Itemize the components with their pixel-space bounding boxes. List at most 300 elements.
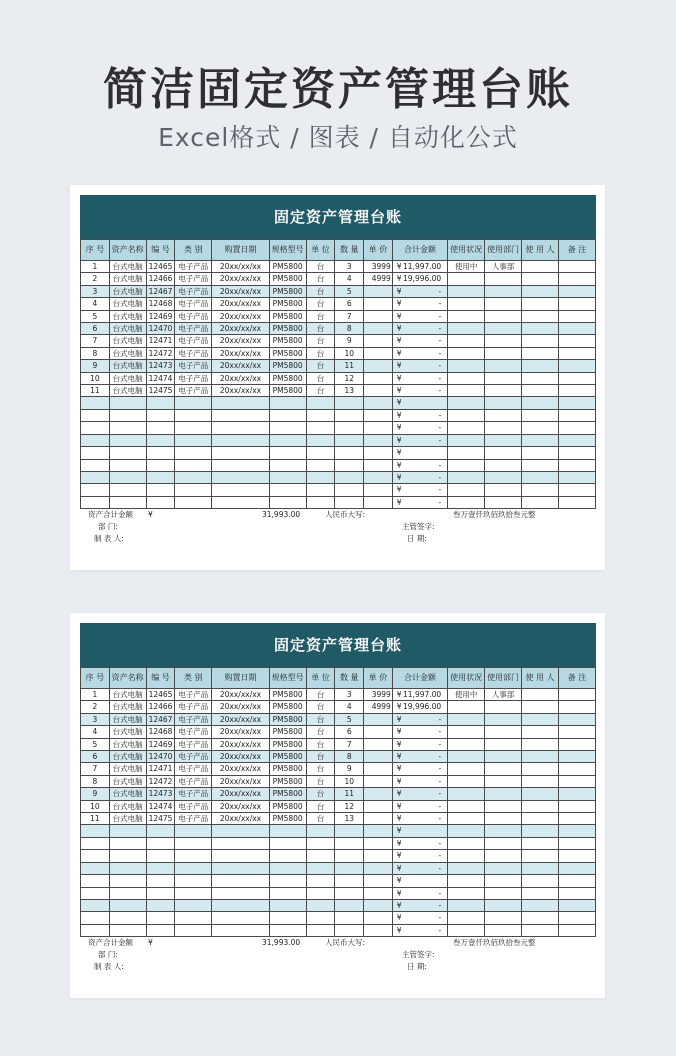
cell-note[interactable] xyxy=(558,347,595,359)
cell-asset-name[interactable]: 台式电脑 xyxy=(109,323,146,335)
cell-user[interactable] xyxy=(522,360,559,372)
cell-note[interactable] xyxy=(558,360,595,372)
cell-purchase-date[interactable] xyxy=(212,459,269,471)
cell-note[interactable] xyxy=(558,273,595,285)
cell-spec[interactable] xyxy=(269,434,306,446)
cell-unit-price[interactable] xyxy=(364,323,393,335)
cell-unit-price[interactable] xyxy=(364,496,393,508)
cell-unit[interactable]: 台 xyxy=(306,323,335,335)
cell-category[interactable]: 电子产品 xyxy=(175,360,212,372)
cell-quantity[interactable]: 6 xyxy=(335,726,364,738)
cell-no[interactable]: 9 xyxy=(81,788,110,800)
cell-unit[interactable]: 台 xyxy=(306,751,335,763)
cell-purchase-date[interactable] xyxy=(212,924,269,936)
cell-code[interactable]: 12465 xyxy=(146,689,175,701)
cell-department[interactable] xyxy=(485,397,522,409)
cell-asset-name[interactable] xyxy=(109,825,146,837)
cell-user[interactable] xyxy=(522,899,559,911)
cell-spec[interactable] xyxy=(269,875,306,887)
cell-unit-price[interactable] xyxy=(364,397,393,409)
cell-department[interactable] xyxy=(485,862,522,874)
cell-user[interactable] xyxy=(522,484,559,496)
cell-department[interactable] xyxy=(485,422,522,434)
cell-note[interactable] xyxy=(558,788,595,800)
cell-unit[interactable]: 台 xyxy=(306,310,335,322)
cell-note[interactable] xyxy=(558,689,595,701)
cell-note[interactable] xyxy=(558,385,595,397)
cell-category[interactable] xyxy=(175,434,212,446)
cell-code[interactable]: 12473 xyxy=(146,788,175,800)
cell-category[interactable]: 电子产品 xyxy=(175,813,212,825)
cell-note[interactable] xyxy=(558,850,595,862)
cell-unit-price[interactable] xyxy=(364,434,393,446)
cell-user[interactable] xyxy=(522,434,559,446)
cell-user[interactable] xyxy=(522,385,559,397)
cell-spec[interactable] xyxy=(269,471,306,483)
cell-purchase-date[interactable] xyxy=(212,850,269,862)
cell-category[interactable]: 电子产品 xyxy=(175,335,212,347)
cell-asset-name[interactable] xyxy=(109,875,146,887)
cell-code[interactable] xyxy=(146,459,175,471)
cell-code[interactable] xyxy=(146,484,175,496)
cell-status[interactable] xyxy=(448,862,485,874)
cell-spec[interactable]: PM5800 xyxy=(269,372,306,384)
cell-asset-name[interactable]: 台式电脑 xyxy=(109,800,146,812)
cell-asset-name[interactable]: 台式电脑 xyxy=(109,335,146,347)
cell-unit-price[interactable] xyxy=(364,862,393,874)
cell-unit[interactable] xyxy=(306,471,335,483)
cell-unit-price[interactable] xyxy=(364,899,393,911)
cell-code[interactable]: 12468 xyxy=(146,298,175,310)
cell-user[interactable] xyxy=(522,372,559,384)
cell-total-amount[interactable] xyxy=(392,775,447,787)
cell-user[interactable] xyxy=(522,701,559,713)
cell-code[interactable] xyxy=(146,825,175,837)
cell-asset-name[interactable]: 台式电脑 xyxy=(109,310,146,322)
cell-department[interactable] xyxy=(485,310,522,322)
cell-code[interactable]: 12475 xyxy=(146,813,175,825)
cell-user[interactable] xyxy=(522,335,559,347)
cell-quantity[interactable]: 6 xyxy=(335,298,364,310)
cell-category[interactable] xyxy=(175,912,212,924)
cell-quantity[interactable]: 5 xyxy=(335,713,364,725)
cell-unit[interactable] xyxy=(306,434,335,446)
cell-total-amount[interactable] xyxy=(392,738,447,750)
cell-department[interactable] xyxy=(485,726,522,738)
cell-asset-name[interactable]: 台式电脑 xyxy=(109,360,146,372)
cell-spec[interactable]: PM5800 xyxy=(269,335,306,347)
cell-quantity[interactable]: 7 xyxy=(335,310,364,322)
cell-note[interactable] xyxy=(558,775,595,787)
cell-note[interactable] xyxy=(558,409,595,421)
cell-category[interactable]: 电子产品 xyxy=(175,713,212,725)
cell-status[interactable] xyxy=(448,285,485,297)
cell-asset-name[interactable]: 台式电脑 xyxy=(109,347,146,359)
cell-quantity[interactable] xyxy=(335,434,364,446)
cell-spec[interactable] xyxy=(269,397,306,409)
cell-note[interactable] xyxy=(558,310,595,322)
cell-purchase-date[interactable]: 20xx/xx/xx xyxy=(212,360,269,372)
cell-user[interactable] xyxy=(522,422,559,434)
cell-spec[interactable] xyxy=(269,825,306,837)
cell-spec[interactable] xyxy=(269,422,306,434)
cell-note[interactable] xyxy=(558,484,595,496)
cell-category[interactable]: 电子产品 xyxy=(175,273,212,285)
cell-department[interactable] xyxy=(485,788,522,800)
cell-code[interactable] xyxy=(146,422,175,434)
cell-purchase-date[interactable] xyxy=(212,409,269,421)
cell-status[interactable] xyxy=(448,360,485,372)
cell-unit-price[interactable] xyxy=(364,875,393,887)
cell-note[interactable] xyxy=(558,447,595,459)
cell-unit-price[interactable] xyxy=(364,726,393,738)
cell-unit-price[interactable] xyxy=(364,924,393,936)
cell-total-amount[interactable] xyxy=(392,713,447,725)
cell-unit[interactable]: 台 xyxy=(306,763,335,775)
cell-note[interactable] xyxy=(558,726,595,738)
cell-spec[interactable]: PM5800 xyxy=(269,788,306,800)
cell-unit-price[interactable] xyxy=(364,484,393,496)
cell-total-amount[interactable] xyxy=(392,837,447,849)
cell-unit[interactable]: 台 xyxy=(306,726,335,738)
cell-asset-name[interactable]: 台式电脑 xyxy=(109,273,146,285)
cell-quantity[interactable]: 12 xyxy=(335,800,364,812)
cell-no[interactable] xyxy=(81,409,110,421)
cell-note[interactable] xyxy=(558,899,595,911)
cell-total-amount[interactable] xyxy=(392,862,447,874)
cell-status[interactable] xyxy=(448,323,485,335)
cell-purchase-date[interactable]: 20xx/xx/xx xyxy=(212,347,269,359)
cell-department[interactable] xyxy=(485,409,522,421)
cell-total-amount[interactable] xyxy=(392,434,447,446)
cell-asset-name[interactable]: 台式电脑 xyxy=(109,372,146,384)
cell-user[interactable] xyxy=(522,800,559,812)
cell-note[interactable] xyxy=(558,837,595,849)
cell-asset-name[interactable]: 台式电脑 xyxy=(109,788,146,800)
cell-quantity[interactable] xyxy=(335,484,364,496)
cell-total-amount[interactable] xyxy=(392,726,447,738)
cell-unit[interactable]: 台 xyxy=(306,261,335,273)
cell-status[interactable] xyxy=(448,912,485,924)
cell-unit[interactable] xyxy=(306,447,335,459)
cell-no[interactable] xyxy=(81,459,110,471)
cell-department[interactable] xyxy=(485,434,522,446)
cell-user[interactable] xyxy=(522,775,559,787)
cell-code[interactable]: 12465 xyxy=(146,261,175,273)
cell-spec[interactable]: PM5800 xyxy=(269,323,306,335)
cell-spec[interactable] xyxy=(269,459,306,471)
cell-asset-name[interactable] xyxy=(109,912,146,924)
cell-category[interactable]: 电子产品 xyxy=(175,261,212,273)
cell-quantity[interactable] xyxy=(335,837,364,849)
cell-total-amount[interactable] xyxy=(392,335,447,347)
cell-spec[interactable] xyxy=(269,912,306,924)
cell-purchase-date[interactable] xyxy=(212,875,269,887)
cell-unit-price[interactable] xyxy=(364,850,393,862)
cell-status[interactable] xyxy=(448,310,485,322)
cell-no[interactable]: 5 xyxy=(81,310,110,322)
cell-spec[interactable] xyxy=(269,447,306,459)
cell-note[interactable] xyxy=(558,323,595,335)
cell-department[interactable] xyxy=(485,298,522,310)
cell-quantity[interactable]: 10 xyxy=(335,347,364,359)
cell-quantity[interactable] xyxy=(335,924,364,936)
cell-user[interactable] xyxy=(522,924,559,936)
cell-spec[interactable] xyxy=(269,496,306,508)
cell-user[interactable] xyxy=(522,751,559,763)
cell-category[interactable] xyxy=(175,887,212,899)
cell-status[interactable] xyxy=(448,763,485,775)
cell-asset-name[interactable]: 台式电脑 xyxy=(109,813,146,825)
cell-spec[interactable] xyxy=(269,887,306,899)
cell-user[interactable] xyxy=(522,409,559,421)
cell-spec[interactable]: PM5800 xyxy=(269,385,306,397)
cell-unit-price[interactable] xyxy=(364,459,393,471)
cell-asset-name[interactable]: 台式电脑 xyxy=(109,261,146,273)
cell-unit[interactable]: 台 xyxy=(306,788,335,800)
cell-category[interactable] xyxy=(175,409,212,421)
cell-asset-name[interactable] xyxy=(109,447,146,459)
cell-unit[interactable] xyxy=(306,899,335,911)
cell-no[interactable]: 8 xyxy=(81,775,110,787)
cell-unit[interactable]: 台 xyxy=(306,273,335,285)
cell-total-amount[interactable] xyxy=(392,422,447,434)
cell-purchase-date[interactable]: 20xx/xx/xx xyxy=(212,726,269,738)
cell-unit-price[interactable] xyxy=(364,298,393,310)
cell-code[interactable]: 12466 xyxy=(146,701,175,713)
cell-purchase-date[interactable] xyxy=(212,447,269,459)
cell-unit[interactable] xyxy=(306,409,335,421)
cell-quantity[interactable]: 11 xyxy=(335,788,364,800)
cell-no[interactable]: 11 xyxy=(81,813,110,825)
cell-unit-price[interactable] xyxy=(364,335,393,347)
cell-quantity[interactable] xyxy=(335,850,364,862)
cell-asset-name[interactable]: 台式电脑 xyxy=(109,763,146,775)
cell-status[interactable] xyxy=(448,775,485,787)
cell-unit-price[interactable] xyxy=(364,409,393,421)
cell-purchase-date[interactable] xyxy=(212,484,269,496)
cell-category[interactable]: 电子产品 xyxy=(175,788,212,800)
cell-quantity[interactable] xyxy=(335,887,364,899)
cell-unit[interactable]: 台 xyxy=(306,385,335,397)
cell-total-amount[interactable] xyxy=(392,385,447,397)
cell-unit[interactable]: 台 xyxy=(306,775,335,787)
cell-user[interactable] xyxy=(522,763,559,775)
cell-asset-name[interactable] xyxy=(109,496,146,508)
cell-no[interactable] xyxy=(81,422,110,434)
cell-category[interactable]: 电子产品 xyxy=(175,310,212,322)
cell-quantity[interactable] xyxy=(335,862,364,874)
cell-department[interactable] xyxy=(485,459,522,471)
cell-no[interactable]: 5 xyxy=(81,738,110,750)
cell-quantity[interactable]: 13 xyxy=(335,813,364,825)
cell-unit[interactable] xyxy=(306,496,335,508)
cell-status[interactable] xyxy=(448,825,485,837)
cell-asset-name[interactable]: 台式电脑 xyxy=(109,385,146,397)
cell-user[interactable] xyxy=(522,887,559,899)
cell-purchase-date[interactable] xyxy=(212,887,269,899)
cell-department[interactable] xyxy=(485,899,522,911)
cell-purchase-date[interactable]: 20xx/xx/xx xyxy=(212,261,269,273)
cell-code[interactable]: 12475 xyxy=(146,385,175,397)
cell-total-amount[interactable] xyxy=(392,875,447,887)
cell-unit[interactable] xyxy=(306,887,335,899)
cell-code[interactable] xyxy=(146,434,175,446)
cell-code[interactable] xyxy=(146,924,175,936)
cell-code[interactable]: 12472 xyxy=(146,775,175,787)
cell-department[interactable] xyxy=(485,471,522,483)
cell-unit-price[interactable] xyxy=(364,310,393,322)
cell-asset-name[interactable] xyxy=(109,850,146,862)
cell-unit-price[interactable] xyxy=(364,713,393,725)
cell-user[interactable] xyxy=(522,397,559,409)
cell-total-amount[interactable] xyxy=(392,751,447,763)
cell-total-amount[interactable] xyxy=(392,409,447,421)
cell-department[interactable] xyxy=(485,800,522,812)
cell-spec[interactable]: PM5800 xyxy=(269,298,306,310)
cell-no[interactable]: 6 xyxy=(81,323,110,335)
cell-quantity[interactable] xyxy=(335,422,364,434)
cell-unit[interactable] xyxy=(306,825,335,837)
cell-code[interactable] xyxy=(146,850,175,862)
cell-status[interactable] xyxy=(448,726,485,738)
cell-code[interactable]: 12474 xyxy=(146,372,175,384)
cell-no[interactable] xyxy=(81,825,110,837)
cell-category[interactable] xyxy=(175,862,212,874)
cell-spec[interactable]: PM5800 xyxy=(269,360,306,372)
cell-quantity[interactable] xyxy=(335,459,364,471)
cell-user[interactable] xyxy=(522,447,559,459)
cell-spec[interactable]: PM5800 xyxy=(269,775,306,787)
cell-category[interactable] xyxy=(175,850,212,862)
cell-unit-price[interactable] xyxy=(364,837,393,849)
cell-status[interactable] xyxy=(448,397,485,409)
cell-quantity[interactable] xyxy=(335,875,364,887)
cell-code[interactable] xyxy=(146,409,175,421)
cell-purchase-date[interactable]: 20xx/xx/xx xyxy=(212,335,269,347)
cell-asset-name[interactable] xyxy=(109,862,146,874)
cell-no[interactable]: 1 xyxy=(81,261,110,273)
cell-unit[interactable] xyxy=(306,924,335,936)
cell-code[interactable] xyxy=(146,875,175,887)
cell-total-amount[interactable] xyxy=(392,372,447,384)
cell-purchase-date[interactable]: 20xx/xx/xx xyxy=(212,273,269,285)
cell-purchase-date[interactable]: 20xx/xx/xx xyxy=(212,298,269,310)
cell-department[interactable] xyxy=(485,385,522,397)
cell-purchase-date[interactable] xyxy=(212,422,269,434)
cell-total-amount[interactable] xyxy=(392,689,447,701)
cell-spec[interactable]: PM5800 xyxy=(269,738,306,750)
cell-unit[interactable]: 台 xyxy=(306,738,335,750)
cell-department[interactable] xyxy=(485,447,522,459)
cell-no[interactable] xyxy=(81,912,110,924)
cell-unit[interactable]: 台 xyxy=(306,285,335,297)
cell-user[interactable] xyxy=(522,813,559,825)
cell-user[interactable] xyxy=(522,347,559,359)
cell-purchase-date[interactable]: 20xx/xx/xx xyxy=(212,775,269,787)
cell-code[interactable]: 12469 xyxy=(146,310,175,322)
cell-purchase-date[interactable]: 20xx/xx/xx xyxy=(212,701,269,713)
cell-no[interactable] xyxy=(81,924,110,936)
cell-unit[interactable]: 台 xyxy=(306,360,335,372)
cell-no[interactable] xyxy=(81,899,110,911)
cell-spec[interactable]: PM5800 xyxy=(269,689,306,701)
cell-purchase-date[interactable] xyxy=(212,825,269,837)
cell-total-amount[interactable] xyxy=(392,924,447,936)
cell-user[interactable] xyxy=(522,261,559,273)
cell-status[interactable] xyxy=(448,850,485,862)
cell-no[interactable]: 3 xyxy=(81,713,110,725)
cell-code[interactable]: 12469 xyxy=(146,738,175,750)
cell-total-amount[interactable] xyxy=(392,800,447,812)
cell-asset-name[interactable]: 台式电脑 xyxy=(109,689,146,701)
cell-quantity[interactable]: 3 xyxy=(335,261,364,273)
cell-no[interactable]: 11 xyxy=(81,385,110,397)
cell-status[interactable] xyxy=(448,471,485,483)
cell-no[interactable] xyxy=(81,875,110,887)
cell-unit-price[interactable] xyxy=(364,385,393,397)
cell-category[interactable]: 电子产品 xyxy=(175,385,212,397)
cell-code[interactable] xyxy=(146,912,175,924)
cell-quantity[interactable]: 12 xyxy=(335,372,364,384)
cell-status[interactable] xyxy=(448,813,485,825)
cell-quantity[interactable]: 4 xyxy=(335,701,364,713)
cell-status[interactable] xyxy=(448,738,485,750)
cell-category[interactable] xyxy=(175,397,212,409)
cell-spec[interactable]: PM5800 xyxy=(269,751,306,763)
cell-quantity[interactable]: 13 xyxy=(335,385,364,397)
cell-no[interactable] xyxy=(81,496,110,508)
cell-note[interactable] xyxy=(558,335,595,347)
cell-department[interactable] xyxy=(485,763,522,775)
cell-category[interactable] xyxy=(175,484,212,496)
cell-spec[interactable] xyxy=(269,850,306,862)
cell-total-amount[interactable] xyxy=(392,887,447,899)
cell-unit-price[interactable]: 3999 xyxy=(364,689,393,701)
cell-department[interactable] xyxy=(485,813,522,825)
cell-category[interactable] xyxy=(175,447,212,459)
cell-department[interactable] xyxy=(485,372,522,384)
cell-no[interactable]: 4 xyxy=(81,726,110,738)
cell-unit[interactable]: 台 xyxy=(306,813,335,825)
cell-user[interactable] xyxy=(522,285,559,297)
cell-note[interactable] xyxy=(558,261,595,273)
cell-unit-price[interactable]: 3999 xyxy=(364,261,393,273)
cell-asset-name[interactable]: 台式电脑 xyxy=(109,285,146,297)
cell-unit-price[interactable] xyxy=(364,800,393,812)
cell-note[interactable] xyxy=(558,763,595,775)
cell-status[interactable] xyxy=(448,496,485,508)
cell-total-amount[interactable] xyxy=(392,763,447,775)
cell-asset-name[interactable] xyxy=(109,459,146,471)
cell-note[interactable] xyxy=(558,459,595,471)
cell-purchase-date[interactable]: 20xx/xx/xx xyxy=(212,310,269,322)
cell-quantity[interactable]: 10 xyxy=(335,775,364,787)
cell-category[interactable]: 电子产品 xyxy=(175,701,212,713)
cell-category[interactable] xyxy=(175,825,212,837)
cell-category[interactable] xyxy=(175,899,212,911)
cell-user[interactable] xyxy=(522,850,559,862)
cell-department[interactable] xyxy=(485,347,522,359)
cell-category[interactable]: 电子产品 xyxy=(175,726,212,738)
cell-purchase-date[interactable]: 20xx/xx/xx xyxy=(212,788,269,800)
cell-quantity[interactable] xyxy=(335,397,364,409)
cell-user[interactable] xyxy=(522,862,559,874)
cell-spec[interactable] xyxy=(269,409,306,421)
cell-note[interactable] xyxy=(558,397,595,409)
cell-unit[interactable] xyxy=(306,484,335,496)
cell-total-amount[interactable] xyxy=(392,484,447,496)
